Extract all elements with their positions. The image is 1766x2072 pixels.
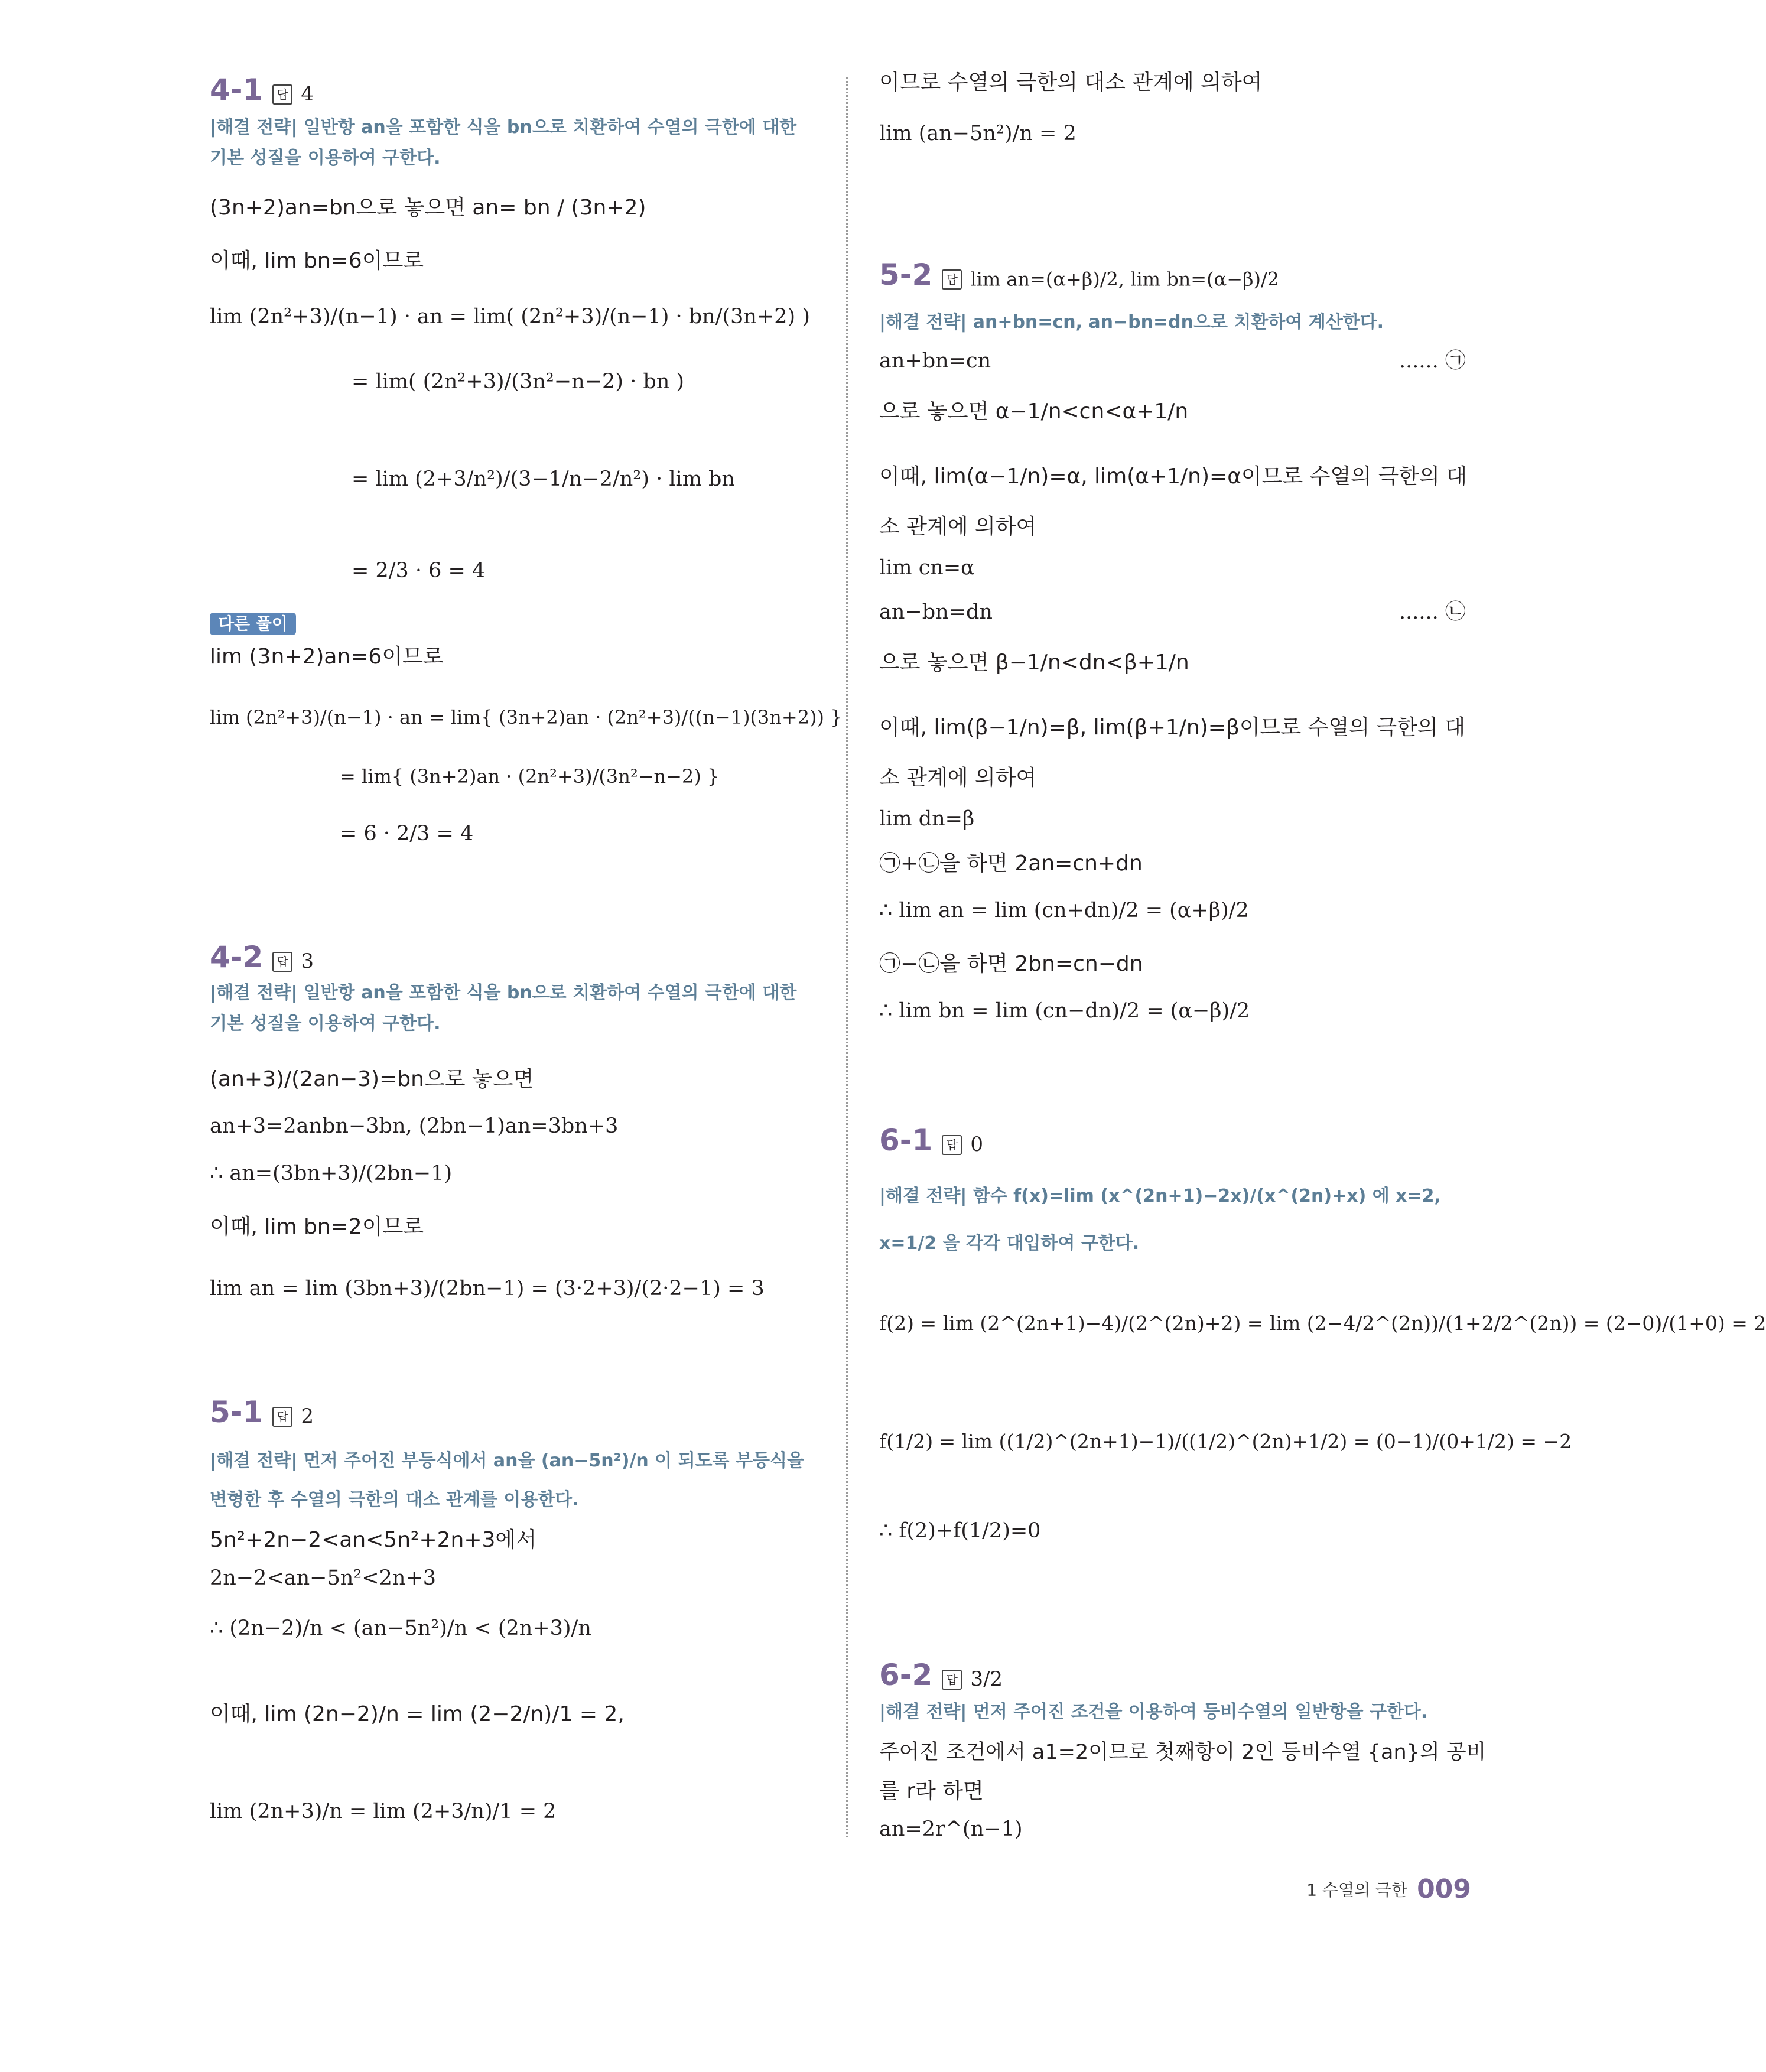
strategy-5-2: |해결 전략| an+bn=cn, an−bn=dn으로 치환하여 계산한다. (879, 312, 1384, 333)
eq-line: (an+3)/(2an−3)=bn으로 놓으면 (210, 1067, 534, 1091)
eq-line: f(2) = lim (2^(2n+1)−4)/(2^(2n)+2) = lim (2−4/2^(2n))/(1+2/2^(2n)) = (2−0)/(1+0) = 2 (879, 1312, 1766, 1335)
eq-line: 소 관계에 의하여 (879, 766, 1037, 790)
problem-6-1-header (879, 1123, 983, 1158)
answer: 3 (301, 949, 314, 974)
problem-4-1-header (210, 72, 314, 108)
eq-line: = lim{ (3n+2)an · (2n²+3)/(3n²−n−2) } (340, 765, 720, 788)
strategy-4-1: |해결 전략| 일반항 an을 포함한 식을 bn으로 치환하여 수열의 극한에 대한 기본 성질을 이용하여 구한다. (210, 117, 797, 168)
eq-line: 으로 놓으면 β−1/n<dn<β+1/n (879, 650, 1189, 675)
eq-line: an=2r^(n−1) (879, 1817, 1023, 1841)
problem-6-2-header (879, 1657, 1003, 1693)
problem-number: 5-1 (210, 1395, 264, 1429)
page-number: 009 (1417, 1874, 1471, 1904)
problem-number: 6-1 (879, 1123, 933, 1157)
problem-5-2-header (879, 257, 1279, 292)
eq-line: 으로 놓으면 α−1/n<cn<α+1/n (879, 399, 1189, 424)
eq-line: 이므로 수열의 극한의 대소 관계에 의하여 (879, 70, 1263, 95)
alternative-solution-badge: 다른 풀이 (210, 613, 296, 635)
eq-line: ∴ f(2)+f(1/2)=0 (879, 1519, 1041, 1543)
eq-line: 이때, lim(α−1/n)=α, lim(α+1/n)=α이므로 수열의 극한의 대 (879, 464, 1468, 489)
eq-line: = 2/3 · 6 = 4 (352, 559, 486, 583)
eq-line: (3n+2)an=bn으로 놓으면 an= bn / (3n+2) (210, 196, 646, 220)
answer: lim an=(α+β)/2, lim bn=(α−β)/2 (970, 268, 1280, 291)
eq-line: ㉠−㉡을 하면 2bn=cn−dn (879, 952, 1143, 976)
answer: 4 (301, 82, 314, 106)
eq-line: ㉠+㉡을 하면 2an=cn+dn (879, 851, 1143, 876)
eq-line: an+bn=cn (879, 349, 991, 373)
eq-line: = 6 · 2/3 = 4 (340, 822, 474, 845)
strategy-4-2: |해결 전략| 일반항 an을 포함한 식을 bn으로 치환하여 수열의 극한에 대한 기본 성질을 이용하여 구한다. (210, 983, 797, 1034)
eq-line: 이때, lim bn=6이므로 (210, 249, 424, 273)
eq-line: ∴ lim an = lim (cn+dn)/2 = (α+β)/2 (879, 899, 1249, 922)
eq-line: lim (2n²+3)/(n−1) · an = lim{ (3n+2)an · (2n²+3)/((n−1)(3n+2)) } (210, 706, 843, 728)
problem-number: 4-2 (210, 940, 264, 974)
answer: 2 (301, 1404, 314, 1429)
problem-number: 5-2 (879, 258, 933, 292)
answer: 3/2 (970, 1667, 1003, 1692)
eq-line: lim cn=α (879, 556, 975, 580)
problem-4-2-header (210, 939, 314, 975)
answer-icon: 답 (942, 1670, 962, 1690)
page-footer (1306, 1874, 1471, 1904)
eq-line: 이때, lim(β−1/n)=β, lim(β+1/n)=β이므로 수열의 극한의 대 (879, 715, 1465, 740)
eq-line: 소 관계에 의하여 (879, 515, 1037, 539)
eq-line: 2n−2<an−5n²<2n+3 (210, 1566, 437, 1590)
strategy-5-1: |해결 전략| 먼저 주어진 부등식에서 an을 (an−5n²)/n 이 되도록 부등식을 변형한 후 수열의 극한의 대소 관계를 이용한다. (210, 1450, 804, 1510)
eq-line: ∴ an=(3bn+3)/(2bn−1) (210, 1162, 453, 1185)
eq-line: 이때, lim bn=2이므로 (210, 1215, 424, 1239)
eq-line: 를 r라 하면 (879, 1779, 984, 1803)
eq-line: an−bn=dn (879, 600, 993, 624)
strategy-6-1: |해결 전략| 함수 f(x)=lim (x^(2n+1)−2x)/(x^(2n)+x) 에 x=2, x=1/2 을 각각 대입하여 구한다. (879, 1186, 1441, 1254)
eq-line: lim (an−5n²)/n = 2 (879, 122, 1076, 145)
problem-5-1-header (210, 1394, 314, 1430)
eq-line: an+3=2anbn−3bn, (2bn−1)an=3bn+3 (210, 1114, 619, 1138)
eq-line: lim dn=β (879, 807, 975, 831)
column-divider (846, 77, 848, 1837)
marker-1: ...... ㉠ (1399, 349, 1466, 373)
eq-line: ∴ (2n−2)/n < (an−5n²)/n < (2n+3)/n (210, 1616, 591, 1640)
problem-number: 6-2 (879, 1658, 933, 1692)
eq-line: 이때, lim (2n−2)/n = lim (2−2/n)/1 = 2, (210, 1702, 625, 1726)
problem-number: 4-1 (210, 73, 264, 107)
eq-line: lim (2n+3)/n = lim (2+3/n)/1 = 2 (210, 1800, 557, 1823)
eq-line: ∴ lim bn = lim (cn−dn)/2 = (α−β)/2 (879, 999, 1250, 1023)
answer-icon: 답 (272, 1407, 292, 1427)
answer: 0 (970, 1133, 983, 1157)
eq-line: = lim (2+3/n²)/(3−1/n−2/n²) · lim bn (352, 467, 735, 491)
eq-line: 주어진 조건에서 a1=2이므로 첫째항이 2인 등비수열 {an}의 공비 (879, 1741, 1487, 1764)
eq-line: 5n²+2n−2<an<5n²+2n+3에서 (210, 1528, 536, 1552)
answer-icon: 답 (942, 1135, 962, 1155)
chapter-title: 1 수열의 극한 (1306, 1880, 1408, 1900)
marker-2: ...... ㉡ (1399, 600, 1466, 624)
answer-icon: 답 (272, 952, 292, 972)
answer-icon: 답 (942, 269, 962, 290)
strategy-6-2: |해결 전략| 먼저 주어진 조건을 이용하여 등비수열의 일반항을 구한다. (879, 1702, 1428, 1722)
eq-line: lim an = lim (3bn+3)/(2bn−1) = (3·2+3)/(2·2−1) = 3 (210, 1277, 765, 1300)
eq-line: lim (2n²+3)/(n−1) · an = lim( (2n²+3)/(n−1) · bn/(3n+2) ) (210, 305, 810, 328)
eq-line: f(1/2) = lim ((1/2)^(2n+1)−1)/((1/2)^(2n)+1/2) = (0−1)/(0+1/2) = −2 (879, 1430, 1572, 1453)
eq-line: lim (3n+2)an=6이므로 (210, 645, 444, 669)
answer-icon: 답 (272, 84, 292, 105)
eq-line: = lim( (2n²+3)/(3n²−n−2) · bn ) (352, 370, 685, 393)
